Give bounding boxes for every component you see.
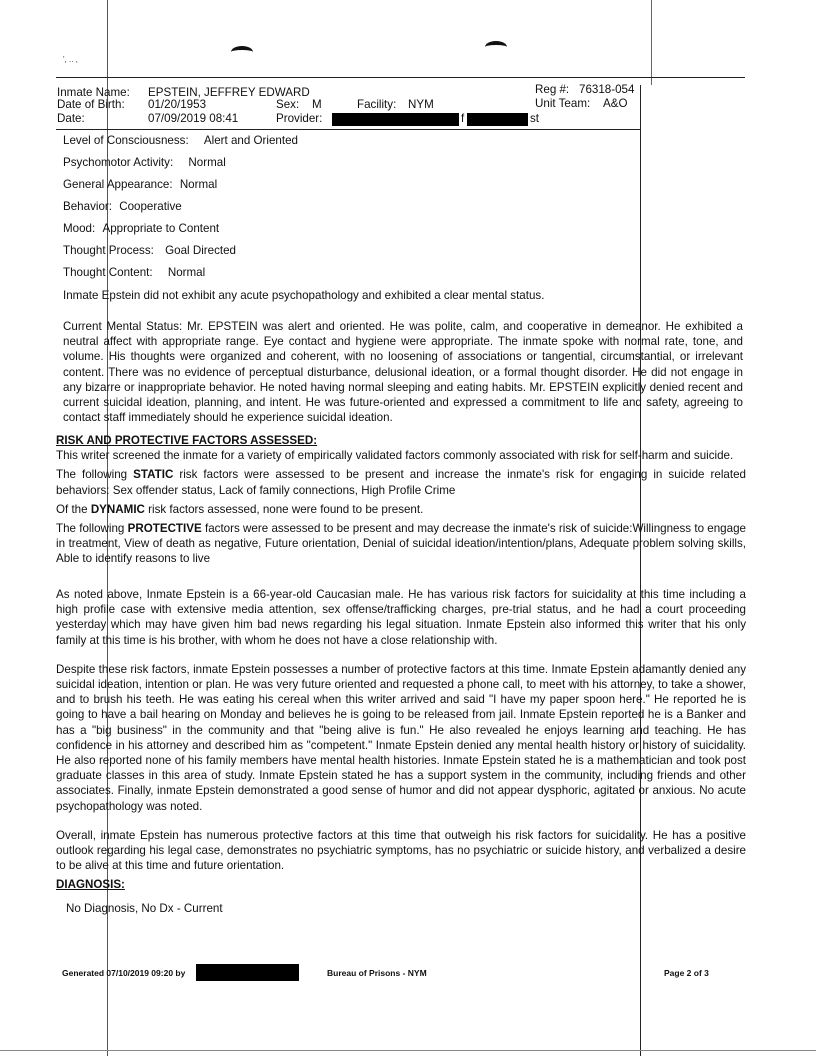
footer-generated: Generated 07/10/2019 09:20 by <box>62 968 186 978</box>
header-top-rule <box>56 77 745 78</box>
binder-hole-left <box>231 46 253 58</box>
unit-team-label: Unit Team: <box>535 97 591 110</box>
date-of-birth-value: 01/20/1953 <box>148 98 207 111</box>
psychomotor-value: Normal <box>188 156 226 169</box>
appearance-row <box>63 178 217 192</box>
provider-fragment-2: st <box>530 112 540 125</box>
static-list: risk factors were assessed to be present and increase the inmate's risk for engaging in suicide related behaviors: Sex offender status, Lack of family connections, High Profile Crime <box>56 468 746 497</box>
facility-label: Facility: <box>357 98 397 111</box>
mood-label: Mood: <box>63 222 96 235</box>
protective-keyword: PROTECTIVE <box>127 522 202 536</box>
scan-vertical-line-right <box>640 85 641 1056</box>
unit-team-value: A&O <box>603 97 628 110</box>
dynamic-factors <box>56 502 746 517</box>
mood-value: Appropriate to Content <box>102 222 220 235</box>
inmate-name-value: EPSTEIN, JEFFREY EDWARD <box>148 86 310 99</box>
static-pre: The following <box>56 468 134 482</box>
footer-page-number: Page 2 of 3 <box>664 968 709 978</box>
thought-content-value: Normal <box>167 266 206 279</box>
behavior-row <box>63 200 182 214</box>
thought-process-value: Goal Directed <box>165 244 236 257</box>
protective-pre: The following <box>56 522 128 536</box>
consciousness-label: Level of Consciousness: <box>63 134 189 147</box>
appearance-label: General Appearance: <box>63 178 173 191</box>
facility-value: NYM <box>408 98 434 111</box>
footer-redaction <box>196 964 299 981</box>
risk-section <box>56 433 746 567</box>
diagnosis-value: No Diagnosis, No Dx - Current <box>66 902 223 915</box>
narrative-paragraph-3: Overall, inmate Epstein has numerous protective factors at this time that outweigh his risk factors for suicidality. He has a positive outlook regarding his legal case, demonstrates no psychiatric symptoms, has no psychiatric or suicide history, and verbalized a desire to be alive at this time and future orientation. <box>56 828 746 873</box>
narrative-section <box>56 587 746 873</box>
appearance-value: Normal <box>179 178 218 191</box>
binder-hole-right <box>485 41 507 53</box>
mood-row <box>63 222 219 236</box>
diagnosis-heading: DIAGNOSIS: <box>56 878 125 891</box>
header-bottom-rule <box>56 129 640 130</box>
dynamic-text: risk factors assessed, none were found to be present. <box>144 502 424 516</box>
consciousness-row <box>63 134 298 148</box>
provider-redaction-1 <box>332 113 459 126</box>
thought-process-row <box>63 244 236 258</box>
dynamic-keyword: DYNAMIC <box>90 502 145 516</box>
inmate-name-label: Inmate Name: <box>57 86 130 99</box>
scan-specks: ', .. , <box>63 55 78 64</box>
date-of-birth-label: Date of Birth: <box>57 98 125 111</box>
provider-label: Provider: <box>276 112 323 125</box>
mental-status-paragraph <box>63 319 743 425</box>
narrative-paragraph-2: Despite these risk factors, inmate Epstein possesses a number of protective factors at this time. Inmate Epstein adamantly denied any suicidal ideation, intention or plan. He was very future oriented and requested a phone call, to meet with his attorney, to take a shower, and to brush his teeth. He was eating his cereal when this writer arrived and said "I have my paper spoon here." He reported he is going to have a bail hearing on Monday and believes he is going to be released from jail. Inmate Epstein reported he is a Banker and has a "big business" in the community and that "being alive is fun." He also revealed he enjoys learning and teaching. He has confidence in his attorney and described him as "competent." Inmate Epstein denied any mental health history or history of suicidality. He also reported none of his family members have mental health histories. Inmate Epstein stated he is a mathematician and took post graduate classes in this area of study. Inmate Epstein stated he has a support system in the community, including friends and other associates. Finally, inmate Epstein demonstrated a good sense of humor and did not appear dysphoric, agitated or anxious. No acute psychopathology was noted. <box>56 662 746 813</box>
mental-status-text: Current Mental Status: Mr. EPSTEIN was alert and oriented. He was polite, calm, and cooperative in demeanor. He exhibited a neutral affect with appropriate range. Eye contact and hygiene were appropriate. The inmate spoke with normal rate, tone, and volume. His thoughts were organized and coherent, with no loosening of associations or tangential, circumstantial, or irrelevant content. There was no evidence of perceptual disturbance, delusional ideation, or a formal thought disorder. He did not engage in any bizarre or inappropriate behavior. He noted having normal sleeping and eating habits. Mr. EPSTEIN explicitly denied recent and current suicidal ideation, planning, and intent. He was future-oriented and expressed a commitment to life and safety, agreeing to contact staff immediately should he experience suicidal ideation. <box>63 320 743 425</box>
scan-vertical-line-edge <box>651 0 652 85</box>
consciousness-value: Alert and Oriented <box>203 134 298 147</box>
provider-redaction-2 <box>467 113 528 126</box>
scan-bottom-rule <box>0 1050 816 1051</box>
risk-intro: This writer screened the inmate for a variety of empirically validated factors commonly associated with risk for self-harm and suicide. <box>56 449 734 463</box>
provider-fragment-1: f <box>461 112 465 125</box>
status-summary: Inmate Epstein did not exhibit any acute psychopathology and exhibited a clear mental status. <box>63 289 545 302</box>
psychomotor-row <box>63 156 226 170</box>
protective-list: factors were assessed to be present and may decrease the inmate's risk of suicide:Willingness to engage in treatment, View of death as negative, Future orientation, Denial of suicidal ideation/intention/plans, Adequate problem solving skills, Able to identify reasons to live <box>56 522 746 566</box>
protective-factors <box>56 521 746 567</box>
date-label: Date: <box>57 112 85 125</box>
reg-number-value: 76318-054 <box>579 83 635 96</box>
behavior-value: Cooperative <box>119 200 182 213</box>
thought-content-label: Thought Content: <box>63 266 153 279</box>
static-keyword: STATIC <box>133 468 174 482</box>
sex-label: Sex: <box>276 98 300 111</box>
behavior-label: Behavior: <box>63 200 112 213</box>
narrative-paragraph-1: As noted above, Inmate Epstein is a 66-year-old Caucasian male. He has various risk factors for suicidality at this time including a high profile case with extensive media attention, sex offense/trafficking charges, pre-trial status, and he had a court proceeding yesterday which may have given him bad news regarding his legal situation. Inmate Epstein also informed this writer that his only family at this time is his brother, with whom he does not have a close relationship with. <box>56 588 746 647</box>
date-value: 07/09/2019 08:41 <box>148 112 239 125</box>
static-factors <box>56 467 746 497</box>
thought-process-label: Thought Process: <box>63 244 154 257</box>
reg-number-label: Reg #: <box>535 83 570 96</box>
footer-bureau: Bureau of Prisons - NYM <box>327 968 427 978</box>
dynamic-pre: Of the <box>56 502 91 516</box>
thought-content-row <box>63 266 205 280</box>
psychomotor-label: Psychomotor Activity: <box>63 156 174 169</box>
sex-value: M <box>312 98 322 111</box>
risk-heading: RISK AND PROTECTIVE FACTORS ASSESSED: <box>56 434 318 447</box>
